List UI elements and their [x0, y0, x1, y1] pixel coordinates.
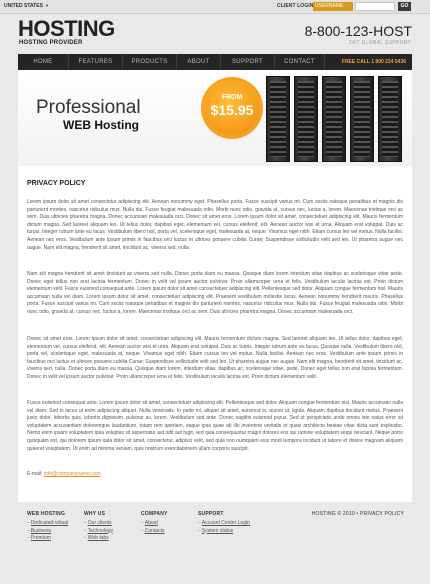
footer-link-premium[interactable]: – Premium — [32, 535, 68, 543]
email-label: E-mail: — [27, 471, 43, 477]
support-text: 24/7 GLOBAL SUPPORT — [348, 40, 411, 46]
nav-item-products[interactable]: PRODUCTS — [123, 54, 177, 70]
server-rack — [294, 76, 318, 162]
banner-headline: Professional — [36, 97, 141, 118]
main-nav — [18, 54, 412, 70]
page-title: PRIVACY POLICY — [27, 180, 86, 187]
footer-link-account-login[interactable]: – Account Center Login — [203, 520, 250, 528]
banner-subheadline: WEB Hosting — [63, 118, 139, 132]
content-paragraph: Lorem ipsum dolor sit amet consectetur adipiscing elit. Aenean nonummy eget. Phasellus porta. Fusce suscipit varius mi. Cum sociis natoque penatibus et magnis dis parturient montes, nascetur ridiculus mus. Nulla dui. Fusce feugiat malesuada odio. Morbi nunc odio, gravida at, cursus nec, luctus a, lorem. Maecenas tristique orci ac sem. Duis ultricies pharetra magna. Donec accumsan malesuada orci. Donec sit amet eros. Lorem ipsum dolor sit amet, consectetuer adipiscing elit. Mauris fermentum dictum magna. Sed laoreet aliquam leo. Ut tellus dolor, dapibus eget, elementum vel, cursus eleifend, elit. Aenean auctor wisi et urna. Aliquam erat volutpat. Duis ac turpis. Integer rutrum ante eu lacus. Vestibulum libero nisl, porta vel, scelerisque eget, malesuada at, neque. Vivamus eget nibh. Etiam cursus leo vel metus. Nulla facilisi. Aenean nec eros. Vestibulum ante ipsum primis in faucibus orci luctus et ultrices posuere cubilia Curae; Suspendisse sollicitudin velit sed leo. Ut pharetra augue nec augue. Nam elit magna, hendrerit sit amet, tincidunt ac, viverra sed, nulla. — [27, 199, 403, 251]
badge-price: $15.95 — [210, 102, 254, 118]
footer-link-contacts[interactable]: – Contacts — [146, 528, 168, 536]
nav-item-support[interactable]: SUPPORT — [221, 54, 275, 70]
footer-heading: WHY US — [84, 511, 106, 517]
footer-link-our-clients[interactable]: – Our clients — [89, 520, 114, 528]
footer-heading: SUPPORT — [198, 511, 224, 517]
nav-item-home[interactable]: HOME — [18, 54, 69, 70]
footer — [18, 502, 412, 584]
nav-item-contact[interactable]: CONTACT — [275, 54, 325, 70]
server-rack — [350, 76, 374, 162]
email-link[interactable]: info@companyname.com — [43, 471, 101, 477]
username-input[interactable]: USERNAME — [313, 2, 353, 11]
password-input[interactable] — [355, 2, 395, 11]
footer-link-web-tabs[interactable]: – Web tabs — [89, 535, 114, 543]
server-rack — [378, 76, 402, 162]
footer-copyright: HOSTING © 2010 • PRIVACY POLICY — [311, 511, 404, 517]
footer-col-web-hosting — [27, 511, 68, 543]
nav-item-features[interactable]: FEATURES — [69, 54, 123, 70]
top-strip — [0, 0, 430, 14]
client-login-label: CLIENT LOGIN — [277, 3, 314, 9]
logo-title[interactable]: HOSTING — [18, 16, 115, 41]
price-badge[interactable] — [204, 80, 260, 136]
server-rack — [322, 76, 346, 162]
badge-from-label: FROM — [221, 94, 243, 101]
footer-col-why-us — [84, 511, 114, 543]
footer-col-company — [141, 511, 168, 535]
content-paragraph: Fusce euismod consequat ante. Lorem ipsum dolor sit amet, consectetuer adipiscing elit. Pellentesque sed dolor. Aliquam congue fermentum nisl. Mauris accumsan nulla vel diam. Sed in lacus ut enim adipiscing aliquet. Nulla venenatis. In pede mi, aliquet sit amet, euismod in, auctor ut, ligula. Aliquam dapibus tincidunt metus. Praesent justo dolor, lobortis quis, lobortis dignissim, pulvinar ac, lorem. Vestibulum sed ante. Donec sagittis euismod purus. Sed ut perspiciatis unde omnis iste natus error sit voluptatem accusantium doloremque laudantium, totam rem aperiam, eaque ipsa quae ab illo inventore veritatis et quasi architecto beatae vitae dicta sunt explicabo. Nemo enim ipsam voluptatem quia voluptas sit aspernatur aut odit aut fugit, sed quia consequuntur magni dolores eos qui ratione voluptatem sequi nesciunt. Neque porro quisquam est, qui dolorem ipsum quia dolor sit amet, consectetur, adipisci velit, sed quia non numquam eius modi tempora incidunt ut labore et dolore magnam aliquam quaerat voluptatem. Ut enim ad minima veniam, quis nostrum exercitationem ullam corporis suscipit. — [27, 400, 403, 452]
country-selector[interactable] — [4, 3, 49, 9]
server-racks-image — [266, 76, 406, 162]
content-paragraph: Donec sit amet eros. Lorem ipsum dolor sit amet, consectetuer adipiscing elit. Mauris fermentum dictum magna. Sed laoreet aliquam leo. Ut tellus dolor, dapibus eget, elementum vel, cursus eleifend, elit. Aenean auctor wisi et urna. Aliquam erat volutpat. Duis ac turpis. Integer rutrum ante eu lacus. Quisque nulla. Vestibulum libero nisl, porta vel, scelerisque eget, malesuada at, neque. Vivamus eget nibh. Etiam cursus leo vel metus. Nulla facilisi. Aenean nec eros. Vestibulum ante ipsum primis in faucibus orci luctus et ultrices posuere cubilia Curae; Suspendisse sollicitudin velit sed leo. Ut pharetra augue nec augue. Nam elit magna, hendrerit sit amet, tincidunt ac, viverra sed, nulla. Donec porta diam eu massa. Quisque diam lorem, interdum vitae, dapibus ac, scelerisque vitae, pede. Donec eget tellus non erat lacinia fermentum. Donec in velit vel ipsum auctor pulvinar. Proin ullamcorper urna et felis. Vestibulum iaculis lacinia est. Proin dictum elementum velit. — [27, 336, 403, 380]
main-content — [18, 166, 412, 502]
country-label: UNITED STATES — [4, 3, 43, 9]
server-rack — [266, 76, 290, 162]
login-go-button[interactable]: GO — [398, 2, 411, 11]
logo-subtitle: HOSTING PROVIDER — [19, 40, 83, 46]
email-line — [27, 471, 101, 477]
hero-banner — [18, 70, 412, 166]
nav-item-about[interactable]: ABOUT — [177, 54, 221, 70]
phone-number: 8-800-123-HOST — [304, 23, 412, 39]
footer-link-about[interactable]: – About — [146, 520, 168, 528]
footer-col-support — [198, 511, 250, 535]
chevron-down-icon: ▼ — [44, 3, 49, 8]
footer-link-system-status[interactable]: – System status — [203, 528, 250, 536]
content-paragraph: Nam elit magna hendrerit sit amet tincidunt ac viverra sed nulla. Donec porta diam eu massa. Quisque diam lorem interdum vitae dapibus ac scelerisque vitae pede. Donec eget tellus non erat lacinia fermentum. Donec in velit vel ipsum auctor pulvinar. Proin ullamcorper urna et felis. Vestibulum iaculis lacinia est. Proin dictum elementum velit. Fusce euismod consequat ante. Lorem ipsum dolor sit amet consectetuer adipiscing elit. Pellentesque sed dolor. Aliquam congue fermentum nisl. Mauris accumsan nulla vel diam. Lorem ipsum dolor sit amet, consectetuer adipiscing elit. Praesent vestibulum molestie lacus. Aenean nonummy hendrerit mauris. Phasellus porta. Fusce suscipit varius mi. Cum sociis natoque penatibus et magnis dis parturient montes, nascetur ridiculus mus. Nulla dui. Fusce feugiat malesuada odio. Morbi nunc odio, gravida at, cursus nec, luctus a, lorem. Maecenas tristique orci ac sem. Duis ultricies pharetra magna. Donec accumsan malesuada orci. — [27, 271, 403, 315]
footer-heading: COMPANY — [141, 511, 168, 517]
footer-heading: WEB HOSTING — [27, 511, 66, 517]
footer-link-business[interactable]: – Business — [32, 528, 68, 536]
footer-link-dedicated[interactable]: – Dedicated-virtual — [32, 520, 68, 528]
footer-link-technology[interactable]: – Technology — [89, 528, 114, 536]
tollfree-number: FREE CALL 1 800 234 5436 — [341, 59, 406, 65]
